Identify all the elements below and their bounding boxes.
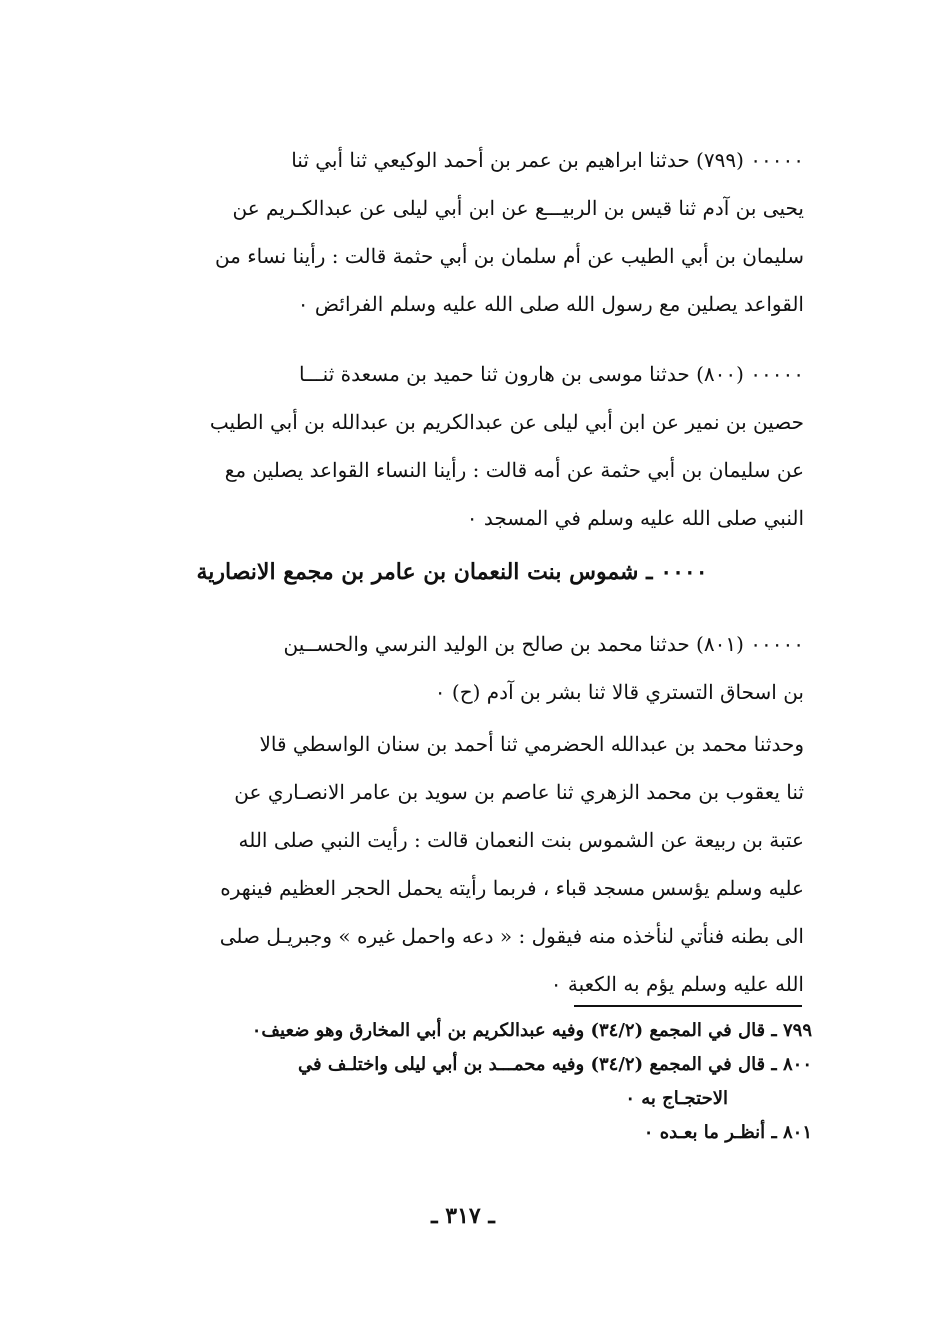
footnote-800-continued: الاحتجـاج به ٠ [625, 1088, 728, 1109]
paragraph-801-continued [100, 720, 804, 1008]
text-line: ثنا يعقوب بن محمد الزهري ثنا عاصم بن سويد بن عامر الانصـاري عن [234, 780, 804, 804]
text-line: الله عليه وسلم يؤم به الكعبة ٠ [550, 972, 804, 996]
text-line: القواعد يصلين مع رسول الله صلى الله عليه وسلم الفرائض ٠ [297, 292, 804, 316]
text-line: النبي صلى الله عليه وسلم في المسجد ٠ [466, 506, 804, 530]
text-line: ٠٠٠٠٠ (٨٠٠) حدثنا موسى بن هارون ثنا حميد بن مسعدة ثنـــا [298, 362, 804, 386]
text-line: عتبة بن ربيعة عن الشموس بنت النعمان قالت : رأيت النبي صلى الله [238, 828, 804, 852]
text-line: سليمان بن أبي الطيب عن أم سلمان بن أبي حثمة قالت : رأينا نساء من [214, 244, 804, 268]
text-line: حصين بن نمير عن ابن أبي ليلى عن عبدالكريم بن عبدالله بن أبي الطيب [209, 410, 804, 434]
text-line: الى بطنه فنأتي لنأخذه منه فيقول : « دعه واحمل غيره » وجبريـل صلى [219, 924, 804, 948]
text-line: ٠٠٠٠٠ (٧٩٩) حدثنا ابراهيم بن عمر بن أحمد الوكيعي ثنا أبي ثنا [291, 148, 804, 172]
text-line: عن سليمان بن أبي حثمة عن أمه قالت : رأينا النساء القواعد يصلين مع [224, 458, 804, 482]
section-heading: ٠٠٠٠ ـ شموس بنت النعمان بن عامر بن مجمع الانصارية [196, 559, 708, 585]
footnote-800: ٨٠٠ ـ قال في المجمع (٣٤/٢) وفيه محمـــد بن أبي ليلى واختلـف في [297, 1054, 812, 1075]
text-line: يحيى بن آدم ثنا قيس بن الربيـــع عن ابن أبي ليلى عن عبدالكـريم عن [232, 196, 804, 220]
text-line: وحدثنا محمد بن عبدالله الحضرمي ثنا أحمد بن سنان الواسطي قالا [259, 732, 804, 756]
text-line: بن اسحاق التستري قالا ثنا بشر بن آدم (ح) ٠ [434, 680, 804, 704]
footnotes [100, 1014, 812, 1150]
footnote-801: ٨٠١ ـ أنظـر ما بعـده ٠ [643, 1122, 812, 1143]
text-line: ٠٠٠٠٠ (٨٠١) حدثنا محمد بن صالح بن الوليد النرسي والحســين [283, 632, 804, 656]
paragraph-799 [100, 136, 804, 328]
page-number: ـ ٣١٧ ـ [431, 1203, 495, 1229]
paragraph-801 [100, 620, 804, 716]
paragraph-800 [100, 350, 804, 542]
footnote-799: ٧٩٩ ـ قال في المجمع (٣٤/٢) وفيه عبدالكريم بن أبي المخارق وهو ضعيف٠ [251, 1020, 812, 1041]
text-line: عليه وسلم يؤسس مسجد قباء ، فربما رأيته يحمل الحجر العظيم فينهره [220, 876, 804, 900]
footnote-divider [574, 1005, 802, 1007]
